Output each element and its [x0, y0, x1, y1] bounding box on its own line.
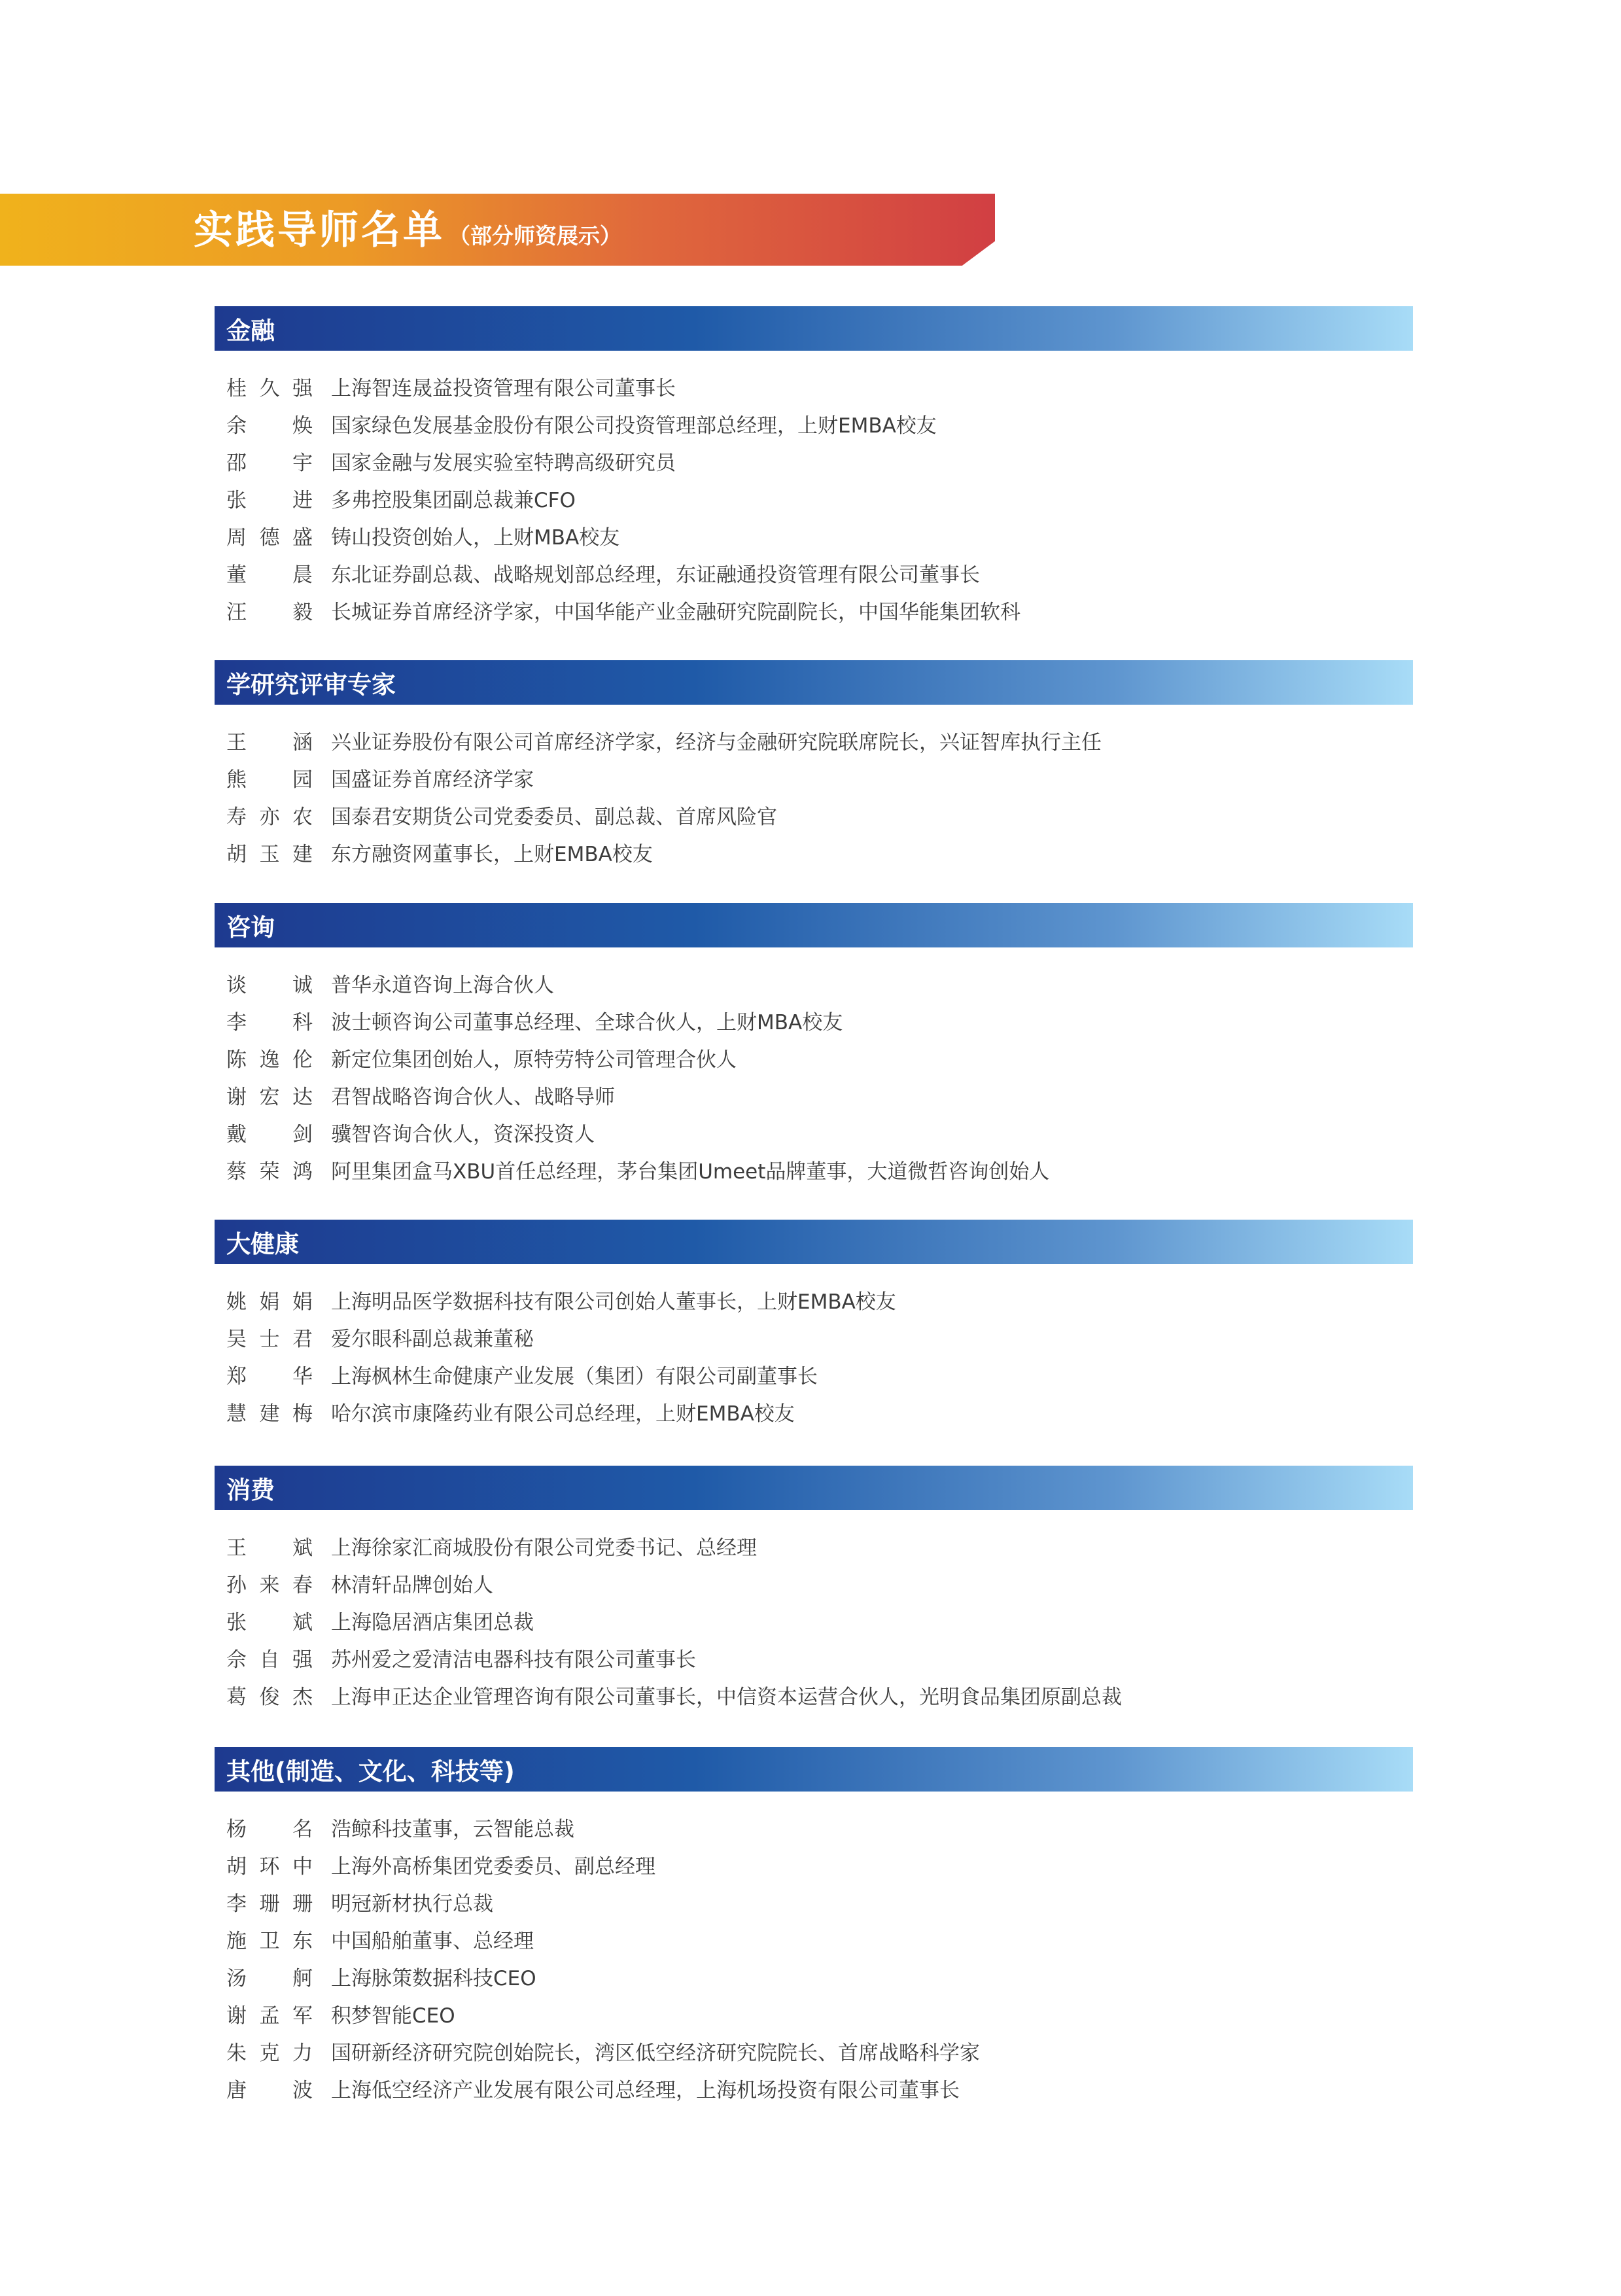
mentor-name: 周德盛 — [226, 526, 313, 550]
section-title: 其他(制造、文化、科技等) — [226, 1757, 515, 1786]
mentor-name: 张 进 — [226, 489, 313, 512]
mentor-title: 上海枫林生命健康产业发展（集团）有限公司副董事长 — [331, 1365, 818, 1388]
mentor-entry — [215, 592, 1413, 629]
mentor-entry — [215, 1883, 1413, 1920]
mentor-entry — [215, 1846, 1413, 1883]
mentor-name: 施卫东 — [226, 1930, 313, 1953]
mentor-title: 上海隐居酒店集团总裁 — [331, 1611, 534, 1634]
mentor-entries — [215, 722, 1413, 871]
mentor-name: 朱克力 — [226, 2041, 313, 2065]
mentor-title: 上海申正达企业管理咨询有限公司董事长，中信资本运营合伙人，光明食品集团原副总裁 — [331, 1686, 1122, 1709]
mentor-name: 姚娟娟 — [226, 1290, 313, 1314]
mentor-title: 上海脉策数据科技CEO — [331, 1967, 536, 1990]
mentor-title: 长城证券首席经济学家，中国华能产业金融研究院副院长，中国华能集团软科 — [331, 601, 1020, 624]
mentor-title: 新定位集团创始人，原特劳特公司管理合伙人 — [331, 1048, 737, 1072]
mentor-title: 波士顿咨询公司董事总经理、全球合伙人，上财MBA校友 — [331, 1011, 843, 1034]
mentor-entry — [215, 1039, 1413, 1076]
mentor-title: 东方融资网董事长，上财EMBA校友 — [331, 843, 653, 866]
mentor-entry — [215, 759, 1413, 796]
mentor-title: 阿里集团盒马XBU首任总经理，茅台集团Umeet品牌董事，大道微哲咨询创始人 — [331, 1160, 1050, 1184]
mentor-entry — [215, 368, 1413, 405]
mentor-title: 上海智连晟益投资管理有限公司董事长 — [331, 377, 676, 400]
mentor-title: 中国船舶董事、总经理 — [331, 1930, 534, 1953]
mentor-entry — [215, 1809, 1413, 1846]
mentor-entry — [215, 1639, 1413, 1676]
mentor-entry — [215, 1356, 1413, 1393]
mentor-title: 上海低空经济产业发展有限公司总经理，上海机场投资有限公司董事长 — [331, 2079, 960, 2102]
mentor-title: 国家绿色发展基金股份有限公司投资管理部总经理，上财EMBA校友 — [331, 414, 937, 438]
section — [215, 1747, 1413, 2107]
mentor-name: 葛俊杰 — [226, 1686, 313, 1709]
mentor-entry — [215, 796, 1413, 834]
mentor-entry — [215, 834, 1413, 871]
mentor-name: 邵 宇 — [226, 451, 313, 475]
mentor-entry — [215, 1958, 1413, 1995]
mentor-name: 汤 舸 — [226, 1967, 313, 1990]
mentor-name: 李珊珊 — [226, 1892, 313, 1916]
mentor-entry — [215, 1527, 1413, 1564]
mentor-entry — [215, 964, 1413, 1002]
mentor-name: 王 涵 — [226, 731, 313, 754]
mentor-name: 李 科 — [226, 1011, 313, 1034]
mentor-name: 吴士君 — [226, 1328, 313, 1351]
mentor-entry — [215, 1281, 1413, 1318]
mentor-name: 桂久强 — [226, 377, 313, 400]
mentor-entry — [215, 1676, 1413, 1714]
mentor-name: 谈 诚 — [226, 974, 313, 997]
section-header — [215, 1220, 1413, 1264]
section-title: 消费 — [226, 1476, 275, 1504]
mentor-name: 谢孟军 — [226, 2004, 313, 2028]
mentor-entry — [215, 480, 1413, 517]
mentor-name: 陈逸伦 — [226, 1048, 313, 1072]
section — [215, 903, 1413, 1188]
mentor-entry — [215, 517, 1413, 554]
mentor-title: 多弗控股集团副总裁兼CFO — [331, 489, 576, 512]
mentor-name: 胡玉建 — [226, 843, 313, 866]
mentor-entry — [215, 1995, 1413, 2032]
section-header — [215, 1747, 1413, 1792]
mentor-entries — [215, 1809, 1413, 2107]
section — [215, 306, 1413, 629]
mentor-title: 浩鲸科技董事，云智能总裁 — [331, 1818, 574, 1841]
mentor-entry — [215, 1002, 1413, 1039]
mentor-name: 熊 园 — [226, 768, 313, 792]
section-header — [215, 903, 1413, 947]
mentor-entries — [215, 964, 1413, 1188]
page-title-sub: （部分师资展示） — [449, 223, 621, 249]
mentor-title: 普华永道咨询上海合伙人 — [331, 974, 554, 997]
mentor-name: 蔡荣鸿 — [226, 1160, 313, 1184]
mentor-name: 唐 波 — [226, 2079, 313, 2102]
mentor-name: 杨 名 — [226, 1818, 313, 1841]
section-header — [215, 306, 1413, 351]
mentor-title: 国研新经济研究院创始院长，湾区低空经济研究院院长、首席战略科学家 — [331, 2041, 980, 2065]
mentor-title: 哈尔滨市康隆药业有限公司总经理，上财EMBA校友 — [331, 1402, 795, 1426]
section-header — [215, 1466, 1413, 1510]
mentor-name: 寿亦农 — [226, 805, 313, 829]
mentor-entry — [215, 1076, 1413, 1114]
section-title: 大健康 — [226, 1230, 299, 1258]
mentor-entry — [215, 722, 1413, 759]
mentor-title: 国家金融与发展实验室特聘高级研究员 — [331, 451, 676, 475]
mentor-entry — [215, 554, 1413, 592]
mentor-entry — [215, 2032, 1413, 2070]
mentor-entry — [215, 442, 1413, 480]
section-header — [215, 660, 1413, 705]
mentor-title: 铸山投资创始人，上财MBA校友 — [331, 526, 620, 550]
mentor-title: 上海徐家汇商城股份有限公司党委书记、总经理 — [331, 1536, 757, 1560]
mentor-entries — [215, 368, 1413, 629]
mentor-title: 苏州爱之爱清洁电器科技有限公司董事长 — [331, 1648, 696, 1672]
mentor-name: 佘自强 — [226, 1648, 313, 1672]
section — [215, 1466, 1413, 1714]
mentor-name: 戴 剑 — [226, 1123, 313, 1146]
mentor-name: 胡环中 — [226, 1855, 313, 1879]
mentor-name: 郑 华 — [226, 1365, 313, 1388]
mentor-entry — [215, 1151, 1413, 1188]
mentor-name: 董 晨 — [226, 563, 313, 587]
mentor-title: 骥智咨询合伙人，资深投资人 — [331, 1123, 595, 1146]
page-title-main: 实践导师名单 — [194, 207, 445, 253]
mentor-title: 上海外高桥集团党委委员、副总经理 — [331, 1855, 655, 1879]
section-title: 学研究评审专家 — [226, 671, 396, 699]
mentor-title: 积梦智能CEO — [331, 2004, 455, 2028]
mentor-entry — [215, 1602, 1413, 1639]
section-title: 金融 — [226, 317, 275, 345]
mentor-title: 上海明品医学数据科技有限公司创始人董事长，上财EMBA校友 — [331, 1290, 896, 1314]
mentor-name: 孙来春 — [226, 1574, 313, 1597]
mentor-entry — [215, 1393, 1413, 1430]
mentor-entry — [215, 405, 1413, 442]
mentor-entry — [215, 1564, 1413, 1602]
mentor-entry — [215, 1114, 1413, 1151]
section — [215, 1220, 1413, 1430]
page-title — [194, 204, 621, 256]
mentor-name: 慧建梅 — [226, 1402, 313, 1426]
mentor-entry — [215, 2070, 1413, 2107]
mentor-name: 余 焕 — [226, 414, 313, 438]
mentor-entry — [215, 1920, 1413, 1958]
mentor-title: 林清轩品牌创始人 — [331, 1574, 493, 1597]
mentor-title: 国泰君安期货公司党委委员、副总裁、首席风险官 — [331, 805, 777, 829]
section-title: 咨询 — [226, 913, 275, 942]
mentor-title: 君智战略咨询合伙人、战略导师 — [331, 1086, 615, 1109]
mentor-name: 张 斌 — [226, 1611, 313, 1634]
mentor-entries — [215, 1281, 1413, 1430]
section — [215, 660, 1413, 871]
mentor-name: 谢宏达 — [226, 1086, 313, 1109]
mentor-entries — [215, 1527, 1413, 1714]
mentor-title: 兴业证券股份有限公司首席经济学家，经济与金融研究院联席院长，兴证智库执行主任 — [331, 731, 1102, 754]
mentor-name: 王 斌 — [226, 1536, 313, 1560]
mentor-name: 汪 毅 — [226, 601, 313, 624]
mentor-entry — [215, 1318, 1413, 1356]
mentor-title: 爱尔眼科副总裁兼董秘 — [331, 1328, 534, 1351]
mentor-title: 明冠新材执行总裁 — [331, 1892, 493, 1916]
mentor-title: 东北证券副总裁、战略规划部总经理，东证融通投资管理有限公司董事长 — [331, 563, 980, 587]
mentor-title: 国盛证券首席经济学家 — [331, 768, 534, 792]
